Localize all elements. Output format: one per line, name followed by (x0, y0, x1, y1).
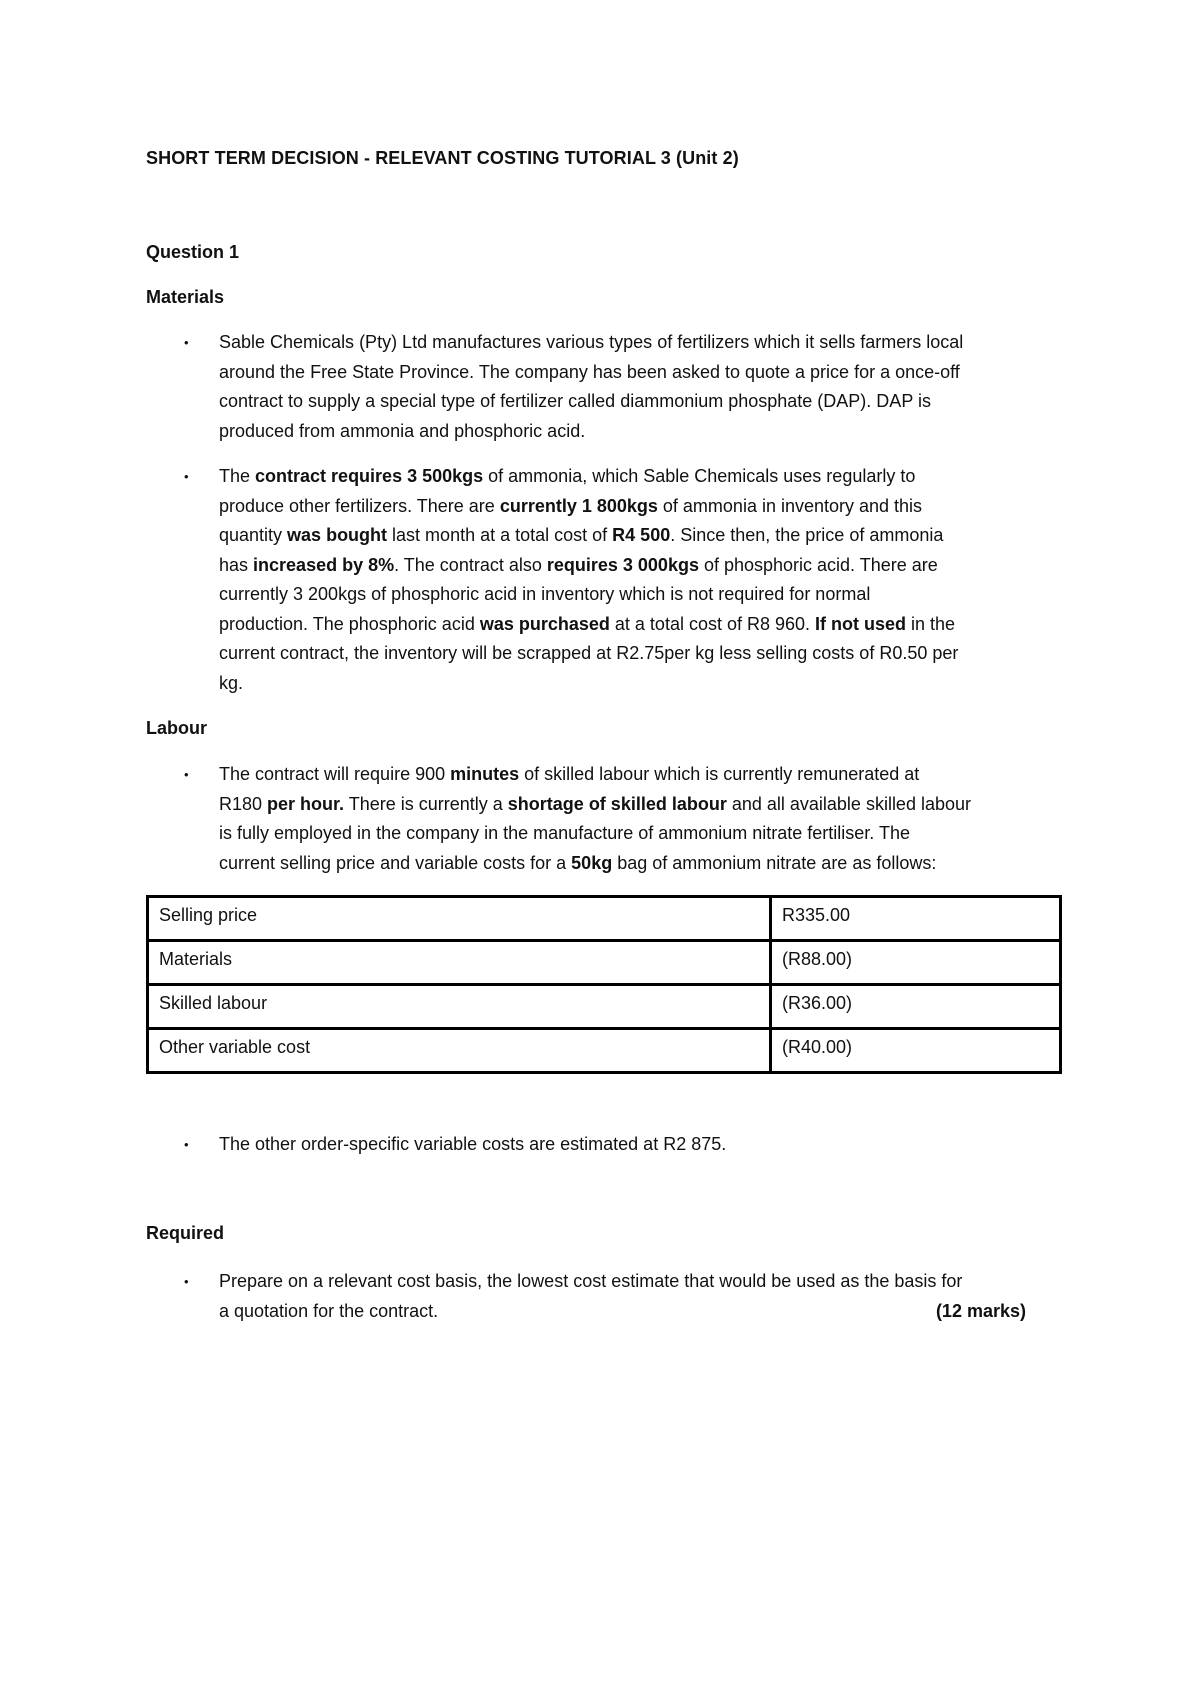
marks-label: (12 marks) (935, 1300, 1026, 1321)
table-row (148, 985, 1061, 1029)
table-cell-value: (R40.00) (771, 1029, 1061, 1073)
bullet-line: currently 3 200kgs of phosphoric acid in inventory which is not required for normal (219, 584, 871, 604)
bullet-line: R180 per hour. There is currently a shortage of skilled labour and all available skilled labour (219, 793, 971, 814)
bullet-line: production. The phosphoric acid was purchased at a total cost of R8 960. If not used in the (219, 613, 956, 634)
labour-heading: Labour (146, 718, 207, 738)
labour-bullet (146, 760, 1066, 878)
materials-bullet-1 (146, 328, 1066, 446)
emphasis: was bought (287, 525, 388, 545)
table-cell-label: Other variable cost (148, 1029, 771, 1073)
table-row (148, 897, 1061, 941)
materials-heading: Materials (146, 287, 225, 307)
table-cell-value: (R88.00) (771, 941, 1061, 985)
bullet-line: The contract will require 900 minutes of skilled labour which is currently remunerated at (219, 764, 920, 784)
table-cell-label: Skilled labour (148, 985, 771, 1029)
bullet-line: has increased by 8%. The contract also requires 3 000kgs of phosphoric acid. There are (219, 554, 938, 575)
bullet-line: kg. (219, 672, 244, 693)
bullet-glyph: • (184, 767, 189, 782)
bullet-line: The contract requires 3 500kgs of ammonia, which Sable Chemicals uses regularly to (219, 466, 916, 486)
emphasis: contract requires 3 500kgs (255, 466, 484, 486)
bullet-line: Prepare on a relevant cost basis, the lowest cost estimate that would be used as the basis for (219, 1271, 963, 1291)
bullet-glyph: • (184, 335, 189, 350)
bullet-line: produced from ammonia and phosphoric acid. (219, 420, 586, 441)
other-costs-bullet (146, 1130, 1066, 1160)
bullet-line: around the Free State Province. The company has been asked to quote a price for a once-off (219, 361, 960, 382)
question-heading: Question 1 (146, 242, 240, 262)
bullet-line: quantity was bought last month at a total cost of R4 500. Since then, the price of ammonia (219, 525, 944, 545)
table-cell-value: (R36.00) (771, 985, 1061, 1029)
emphasis: minutes (450, 764, 520, 784)
emphasis: shortage of skilled labour (507, 793, 727, 814)
bullet-line: The other order-specific variable costs are estimated at R2 875. (219, 1134, 727, 1154)
bullet-glyph: • (184, 1274, 189, 1289)
document-title: SHORT TERM DECISION - RELEVANT COSTING TUTORIAL 3 (Unit 2) (146, 148, 739, 168)
emphasis: increased by 8% (253, 554, 395, 575)
emphasis: 50kg (571, 852, 613, 873)
emphasis: requires 3 000kgs (546, 554, 699, 575)
bullet-line: current contract, the inventory will be scrapped at R2.75per kg less selling costs of R0.50 per (219, 643, 959, 663)
emphasis: was purchased (479, 613, 610, 634)
ammonium-nitrate-cost-table (146, 895, 1062, 1074)
table-cell-label: Materials (148, 941, 771, 985)
bullet-line: current selling price and variable costs for a 50kg bag of ammonium nitrate are as follows: (219, 852, 937, 873)
emphasis: per hour. (267, 793, 345, 814)
materials-bullet-2 (146, 462, 1066, 698)
bullet-glyph: • (184, 469, 189, 484)
bullet-line: produce other fertilizers. There are currently 1 800kgs of ammonia in inventory and this (219, 495, 923, 516)
emphasis: If not used (815, 613, 907, 634)
bullet-line: is fully employed in the company in the manufacture of ammonium nitrate fertiliser. The (219, 823, 910, 843)
table-cell-label: Selling price (148, 897, 771, 941)
table-row (148, 1029, 1061, 1073)
emphasis: R4 500 (612, 525, 671, 545)
bullet-glyph: • (184, 1137, 189, 1152)
required-bullet (146, 1267, 1066, 1326)
bullet-line: Sable Chemicals (Pty) Ltd manufactures various types of fertilizers which it sells farmers local (219, 332, 964, 352)
emphasis: currently 1 800kgs (499, 495, 658, 516)
required-heading: Required (146, 1223, 225, 1243)
bullet-line: a quotation for the contract. (12 marks) (219, 1297, 1066, 1327)
table-row (148, 941, 1061, 985)
bullet-line: contract to supply a special type of fertilizer called diammonium phosphate (DAP). DAP is (219, 391, 931, 411)
table-cell-value: R335.00 (771, 897, 1061, 941)
